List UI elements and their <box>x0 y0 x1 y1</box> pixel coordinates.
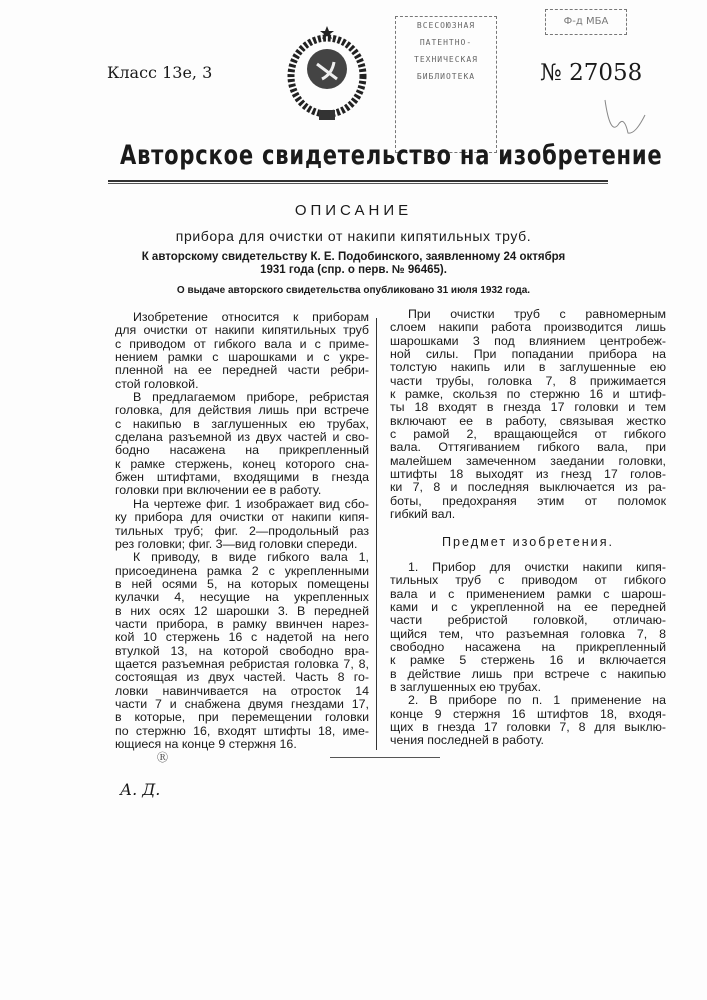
text-line: штифты 18 выходят из гнезд 17 голов- <box>390 468 666 481</box>
text-line: вала и с применением рамки с шарош- <box>390 588 666 601</box>
text-line: в действие лишь при встрече с накипью <box>390 668 666 681</box>
text-line: к рамке, скользя по стержню 16 и штиф- <box>390 388 666 401</box>
stamp-line: ТЕХНИЧЕСКАЯ <box>396 51 496 68</box>
text-line: по стержню 16, входят штифты 18, име- <box>115 725 369 738</box>
text-line: головка, для действия лишь при встрече <box>115 404 369 417</box>
text-line: Изобретение относится к приборам <box>115 311 369 324</box>
text-line: пленной на ее передней части ребри- <box>115 364 369 377</box>
printer-mark: Ⓡ <box>157 749 168 765</box>
text-line: в ней осями 5, на которых помещены <box>115 578 369 591</box>
text-line: тильных труб; фиг. 2—продольный раз <box>115 525 369 538</box>
text-line: нением рамки с шарошками и с укре- <box>115 351 369 364</box>
class-label: Класс 13е, 3 <box>107 63 212 82</box>
text-line: рез головки; фиг. 3—вид головки спереди. <box>115 538 369 551</box>
text-line: ками и с укрепленной на ее передней <box>390 601 666 614</box>
text-line: ловки навинчивается на отросток 14 <box>115 685 369 698</box>
text-line: втулкой 13, на которой свободно вра- <box>115 645 369 658</box>
applicant-info <box>0 251 707 277</box>
text-line: бжен штифтами, входящими в гнезда <box>115 471 369 484</box>
text-line: с приводом от гибкого вала и с приме- <box>115 338 369 351</box>
description-subtitle: прибора для очистки от накипи кипятильных труб. <box>0 228 707 244</box>
library-stamp <box>395 16 497 153</box>
end-rule <box>330 757 440 758</box>
initials: А. Д. <box>120 780 160 799</box>
text-line: включают ее в работу, связывая жестко <box>390 415 666 428</box>
patent-number: № 27058 <box>540 60 642 86</box>
text-line: головки при включении ее в работу. <box>115 484 369 497</box>
text-line: кулачки 4, несущие на укрепленных <box>115 591 369 604</box>
patent-page <box>0 0 707 1000</box>
text-line: в них осях 12 шарошки 3. В передней <box>115 605 369 618</box>
text-line: части трубы, головка 7, 8 прижимается <box>390 375 666 388</box>
text-line: тильных труб с приводом от гибкого <box>390 574 666 587</box>
text-line: На чертеже фиг. 1 изображает вид сбо- <box>115 498 369 511</box>
text-line: ты 18 входят в гнезда 17 головки и тем <box>390 401 666 414</box>
text-line: В предлагаемом приборе, ребристая <box>115 391 369 404</box>
text-line: части 7 и снабжена двумя гнездами 17, <box>115 698 369 711</box>
text-line: для очистки от накипи кипятильных труб <box>115 324 369 337</box>
text-line: ной силы. При попадании прибора на <box>390 348 666 361</box>
text-line: бодно насажена на прикрепленный <box>115 444 369 457</box>
text-line: К приводу, в виде гибкого вала 1, <box>115 551 369 564</box>
applicant-line: К авторскому свидетельству К. Е. Подобинского, заявленному 24 октября <box>0 251 707 264</box>
text-line: шарошками 3 под влиянием центробеж- <box>390 335 666 348</box>
text-line: вала. Оттягиванием гибкого вала, при <box>390 441 666 454</box>
right-body <box>390 308 666 522</box>
text-line: части ребристой головкой, отличаю- <box>390 614 666 627</box>
text-line: к рамке стержень, конец которого сна- <box>115 458 369 471</box>
publication-note: О выдаче авторского свидетельства опубликовано 31 июля 1932 года. <box>0 285 707 296</box>
text-line: в заглушенных ею трубах. <box>390 681 666 694</box>
text-line: 1. Прибор для очистки накипи кипя- <box>390 561 666 574</box>
fond-stamp: Ф-д МБА <box>545 9 627 35</box>
text-line: к рамке 5 стержень 16 и включается <box>390 654 666 667</box>
title-rule <box>108 180 608 184</box>
text-line: щается разъемная ребристая головка 7, 8, <box>115 658 369 671</box>
text-line: гибкий вал. <box>390 508 666 521</box>
stamp-line: БИБЛИОТЕКА <box>396 68 496 85</box>
text-line: малейшем замеченном заедании головки, <box>390 455 666 468</box>
text-line: ки 7, 8 и последняя выключается из ра- <box>390 481 666 494</box>
description-heading: ОПИСАНИЕ <box>0 202 707 219</box>
handwritten-mark-icon <box>600 95 650 140</box>
text-line: с накипью в заглушенных ею трубах, <box>115 418 369 431</box>
text-line: сделана разъемной из двух частей и сво- <box>115 431 369 444</box>
text-line: боты, предохраняя этим от поломок <box>390 495 666 508</box>
text-line: При очистки труб с равномерным <box>390 308 666 321</box>
applicant-line: 1931 года (спр. о перв. № 96465). <box>0 264 707 277</box>
claims <box>390 561 666 748</box>
claims-heading: Предмет изобретения. <box>390 536 666 549</box>
text-line: щийся тем, что разъемная головка 7, 8 <box>390 628 666 641</box>
text-line: стой головкой. <box>115 378 369 391</box>
text-line: ющиеся на конце 9 стержня 16. <box>115 738 369 751</box>
text-line: слоем накипи работа производится лишь <box>390 321 666 334</box>
ussr-emblem-icon <box>282 24 372 124</box>
text-line: присоединена рамка 2 с укрепленными <box>115 565 369 578</box>
text-line: щих в гнезда 17 головки 7, 8 для выклю- <box>390 721 666 734</box>
text-line: в которые, при перемещении головки <box>115 711 369 724</box>
text-line: свободно насажена на прикрепленный <box>390 641 666 654</box>
column-divider <box>376 318 377 750</box>
text-line: состоящая из двух частей. Часть 8 го- <box>115 671 369 684</box>
stamp-line: ПАТЕНТНО- <box>396 34 496 51</box>
right-column <box>390 308 666 748</box>
left-column <box>115 311 369 751</box>
text-line: конце 9 стержня 16 штифтов 18, входя- <box>390 708 666 721</box>
text-line: ку прибора для очистки от накипи кипя- <box>115 511 369 524</box>
text-line: толстую накипь или в заглушенные ею <box>390 361 666 374</box>
text-line: с рамой 2, вращающейся от гибкого <box>390 428 666 441</box>
text-line: чения последней в работу. <box>390 734 666 747</box>
stamp-line: ВСЕСОЮЗНАЯ <box>396 17 496 34</box>
text-line: кой 10 стержень 16 с надетой на него <box>115 631 369 644</box>
document-title: Авторское свидетельство на изобретение <box>120 140 487 171</box>
text-line: 2. В приборе по п. 1 применение на <box>390 694 666 707</box>
text-line: части прибора, в рамку ввинчен нарез- <box>115 618 369 631</box>
